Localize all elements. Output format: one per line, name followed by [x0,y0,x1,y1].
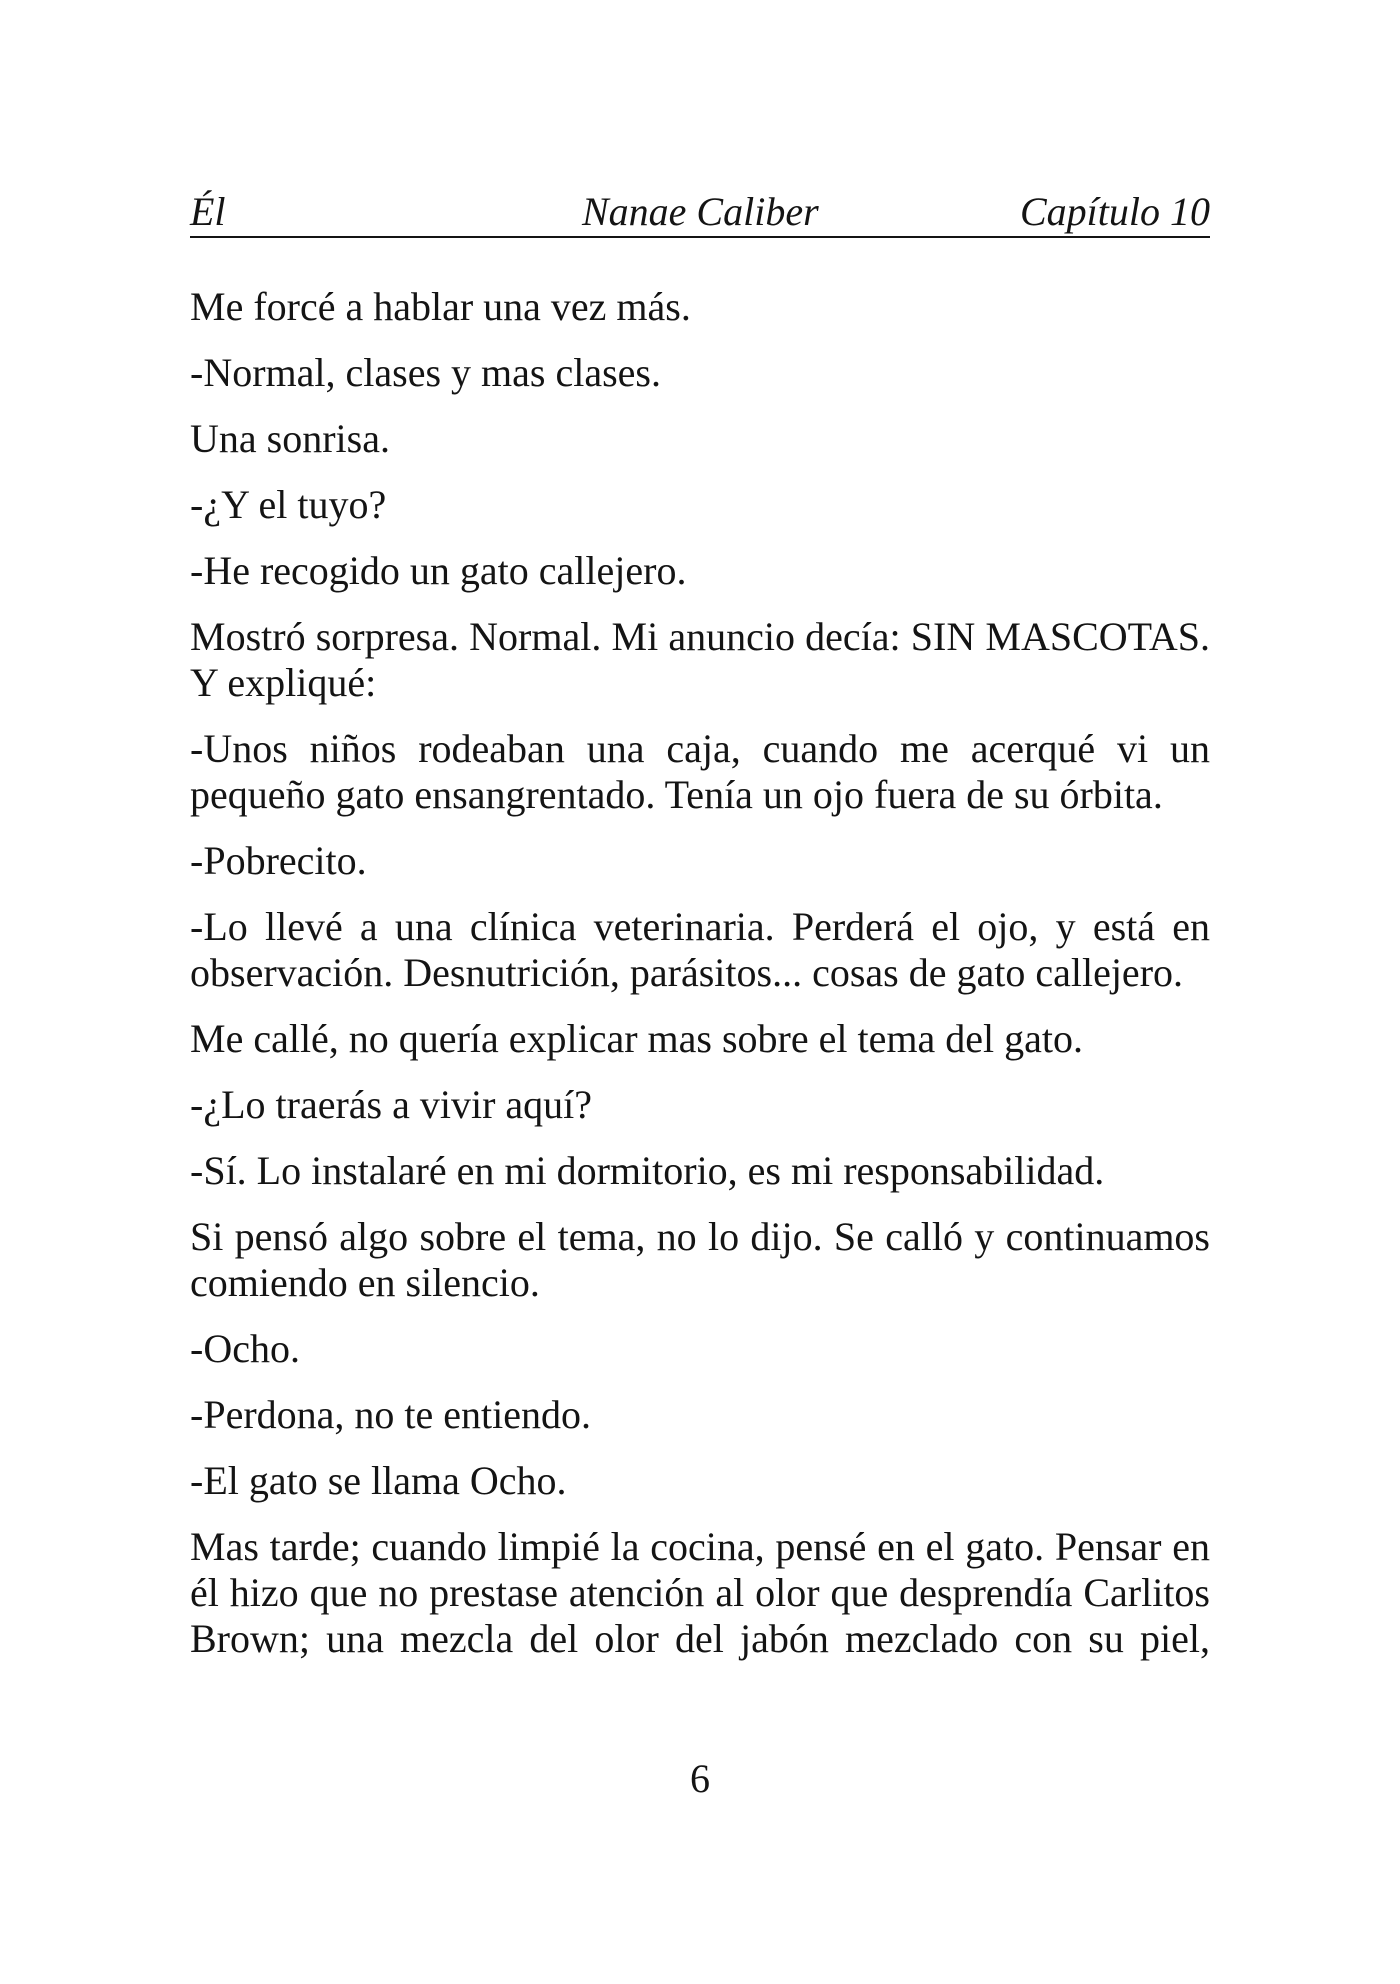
paragraph: -Lo llevé a una clínica veterinaria. Perderá el ojo, y está en observación. Desnutrición, parásitos... cosas de gato callejero. [190,904,1210,995]
paragraph: Me callé, no quería explicar mas sobre el tema del gato. [190,1016,1083,1061]
paragraph: -He recogido un gato callejero. [190,548,687,593]
header-chapter: Capítulo 10 [1019,189,1210,234]
paragraph: -Unos niños rodeaban una caja, cuando me acerqué vi un pequeño gato ensangrentado. Tenía un ojo fuera de su órbita. [190,726,1210,817]
page-number: 6 [690,1756,710,1801]
paragraph: -¿Y el tuyo? [190,482,387,527]
paragraph: -¿Lo traerás a vivir aquí? [190,1082,593,1127]
header-book-title: Él [190,189,226,234]
body-text [190,284,1210,1682]
running-header [190,188,1210,238]
paragraph: -Pobrecito. [190,838,367,883]
paragraph: -Perdona, no te entiendo. [190,1392,591,1437]
paragraph: Mas tarde; cuando limpié la cocina, pensé en el gato. Pensar en él hizo que no prestase atención al olor que desprendía Carlitos Brown; una mezcla del olor del jabón mezclado con su piel, [190,1524,1210,1661]
paragraph: Una sonrisa. [190,416,390,461]
header-author: Nanae Caliber [582,189,819,234]
paragraph: Me forcé a hablar una vez más. [190,284,691,329]
paragraph: -Ocho. [190,1326,300,1371]
paragraph: Si pensó algo sobre el tema, no lo dijo. Se calló y continuamos comiendo en silencio. [190,1214,1210,1305]
paragraph: -Normal, clases y mas clases. [190,350,661,395]
paragraph: -El gato se llama Ocho. [190,1458,567,1503]
paragraph: -Sí. Lo instalaré en mi dormitorio, es mi responsabilidad. [190,1148,1105,1193]
paragraph: Mostró sorpresa. Normal. Mi anuncio decía: SIN MASCOTAS. Y expliqué: [190,614,1210,705]
